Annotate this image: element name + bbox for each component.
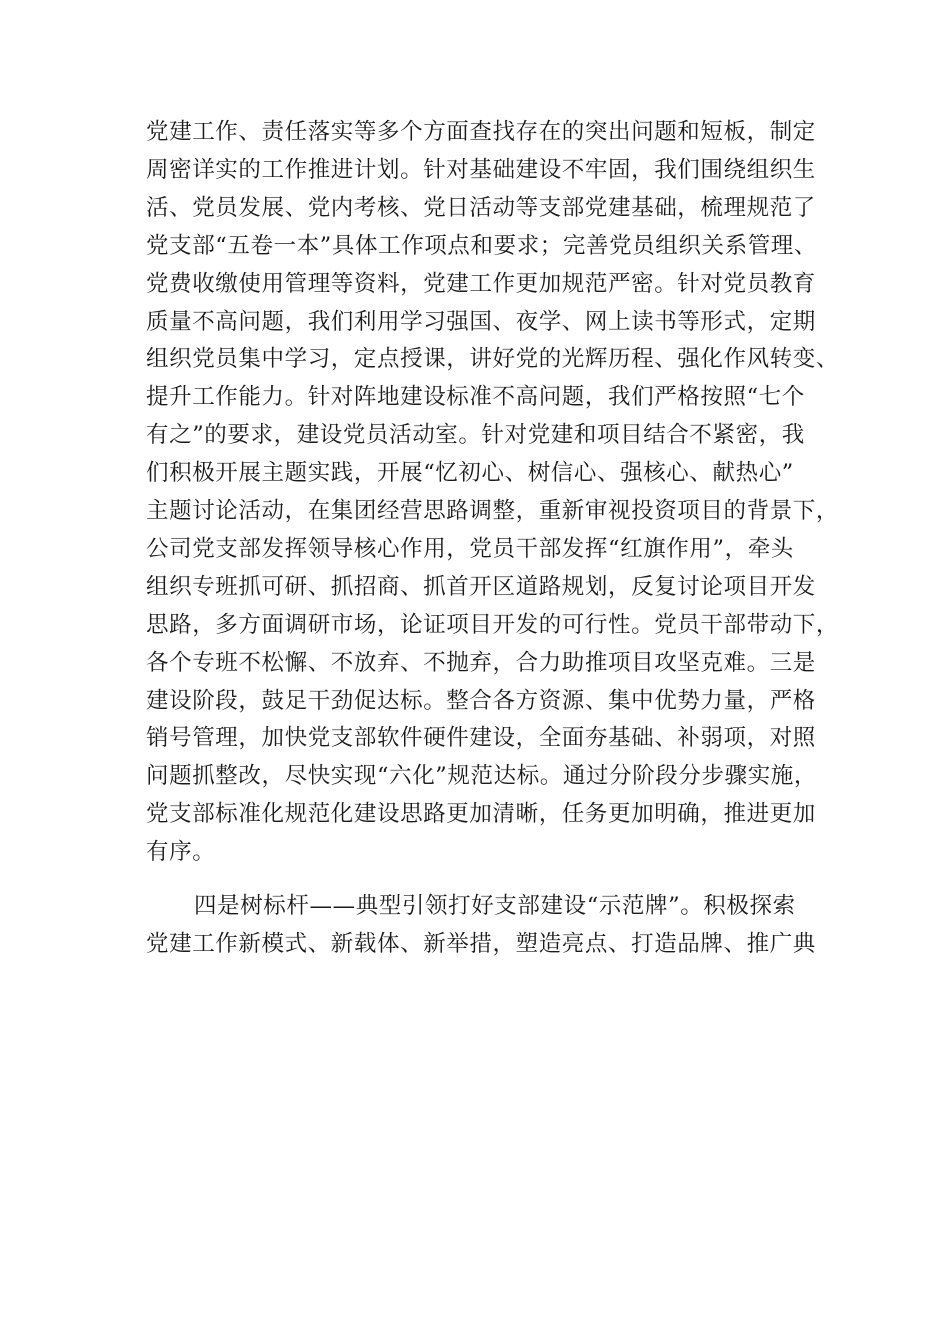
paragraph-1-line: 有之”的要求，建设党员活动室。针对党建和项目结合不紧密，我 — [146, 422, 805, 449]
paragraph-1-line: 建设阶段，鼓足干劲促达标。整合各方资源、集中优势力量，严格 — [146, 687, 816, 714]
paragraph-1-line: 组织党员集中学习，定点授课，讲好党的光辉历程、强化作风转变、 — [146, 346, 840, 373]
paragraph-1-line: 党支部标准化规范化建设思路更加清晰，任务更加明确，推进更加 — [146, 801, 816, 828]
paragraph-1-line: 各个专班不松懈、不放弃、不抛弃，合力助推项目攻坚克难。三是 — [146, 649, 816, 676]
paragraph-1-line: 有序。 — [146, 839, 216, 866]
paragraph-1-line: 们积极开展主题实践，开展“忆初心、树信心、强核心、献热心” — [146, 460, 794, 487]
paragraph-1-line: 问题抓整改，尽快实现“六化”规范达标。通过分阶段分步骤实施， — [146, 763, 818, 790]
paragraph-1-line: 销号管理，加快党支部软件硬件建设，全面夯基础、补弱项，对照 — [146, 725, 816, 752]
paragraph-2-line: 党建工作新模式、新载体、新举措，塑造亮点、打造品牌、推广典 — [146, 930, 816, 957]
paragraph-1-line: 活、党员发展、党内考核、党日活动等支部党建基础，梳理规范了 — [146, 194, 816, 221]
paragraph-1-line: 提升工作能力。针对阵地建设标准不高问题，我们严格按照“七个 — [146, 384, 805, 411]
paragraph-1-line: 组织专班抓可研、抓招商、抓首开区道路规划，反复讨论项目开发 — [146, 573, 816, 600]
paragraph-1-line: 思路，多方面调研市场，论证项目开发的可行性。党员干部带动下， — [146, 611, 840, 638]
paragraph-1-line: 党建工作、责任落实等多个方面查找存在的突出问题和短板，制定 — [146, 119, 816, 145]
paragraph-1-line: 主题讨论活动，在集团经营思路调整，重新审视投资项目的背景下， — [146, 498, 840, 524]
paragraph-1-line: 周密详实的工作推进计划。针对基础建设不牢固，我们围绕组织生 — [146, 156, 816, 183]
paragraph-1-line: 质量不高问题，我们利用学习强国、夜学、网上读书等形式，定期 — [146, 308, 816, 335]
paragraph-1-line: 党费收缴使用管理等资料，党建工作更加规范严密。针对党员教育 — [146, 270, 816, 297]
paragraph-2-line: 四是树标杆——典型引领打好支部建设“示范牌”。积极探索 — [194, 893, 796, 919]
paragraph-1-line: 党支部“五卷一本”具体工作项点和要求；完善党员组织关系管理、 — [146, 232, 818, 259]
paragraph-1-line: 公司党支部发挥领导核心作用，党员干部发挥“红旗作用”，牵头 — [146, 535, 794, 562]
